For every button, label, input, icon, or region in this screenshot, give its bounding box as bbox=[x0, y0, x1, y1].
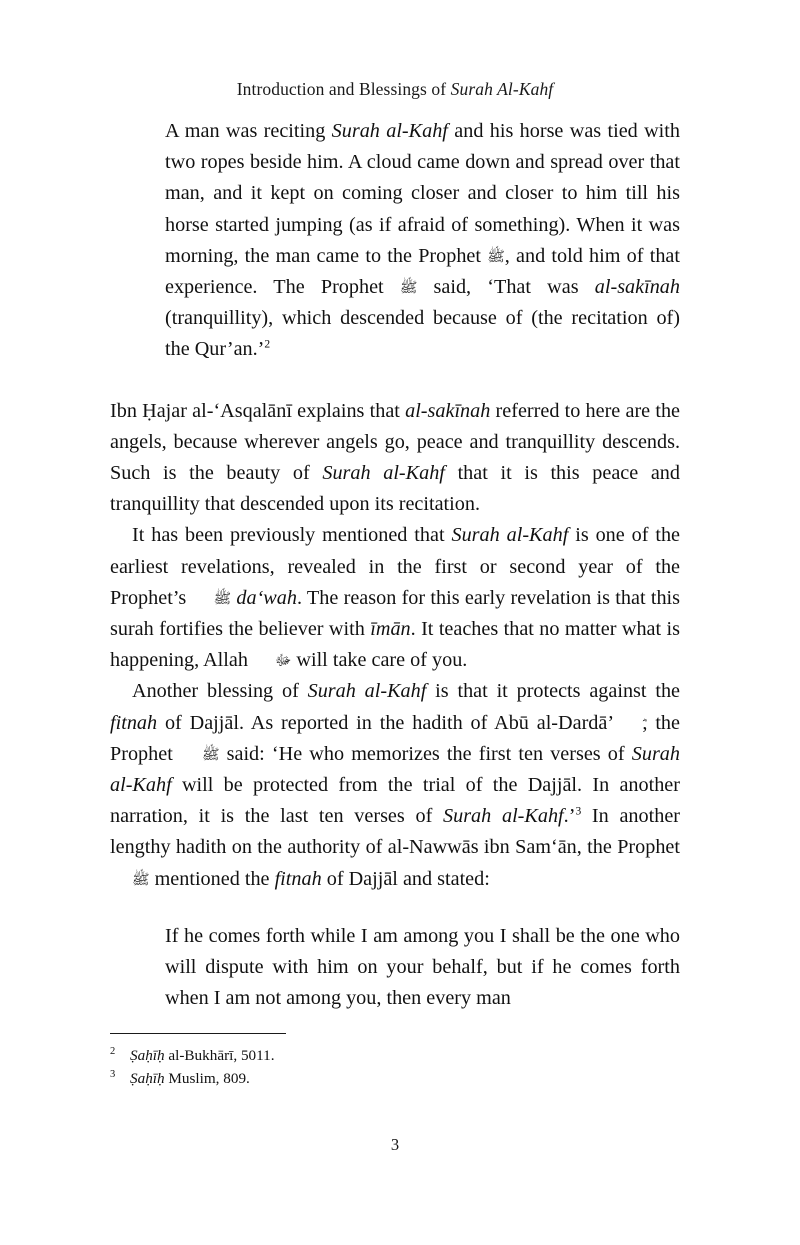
footnote-item bbox=[110, 1045, 680, 1068]
footnote-text bbox=[130, 1068, 680, 1091]
quote-run-5: (tranquillity), which descended because of (the recitation of) the Qur’an.’ bbox=[165, 307, 680, 361]
quote-run-1: A man was reciting bbox=[165, 120, 332, 142]
quote-run-4: said, ‘That was bbox=[417, 276, 595, 299]
body-paragraph-2: It has been previously mentioned that Surah al-Kahf is one of the earliest revelations, revealed in the first or second year of the Prophet’s ﷺ da‘wah. The reason for this early revelation is that this surah fortifies the believer with īmān. It teaches that no matter what is happening, Allah ﷻ will take care of you. bbox=[110, 524, 681, 672]
text-column bbox=[110, 116, 680, 1014]
italic-term: īmān bbox=[370, 618, 411, 641]
body-paragraph-3: Another blessing of Surah al-Kahf is that it protects against the fitnah of Dajjāl. As reported in the hadith of Abū al-Dardā’ , the Prophet ﷺ said: ‘He who memorizes the first ten verses of Surah al-Kahf will be protected from the trial of the Dajjāl. In another narration, it is the last ten verses of Surah al-Kahf.’$^3$ In another lengthy hadith on the authority of al-Nawwās ibn Sam‘ān, the Prophet ﷺ mentioned the fitnah of Dajjāl and stated: bbox=[110, 680, 681, 890]
footnote-number: 3 bbox=[110, 1068, 116, 1080]
body-paragraph-1 bbox=[110, 396, 680, 521]
block-quote-hadith-sakinah bbox=[165, 116, 680, 366]
text-run: of Dajjāl and stated: bbox=[321, 867, 490, 890]
italic-term: al-sakīnah bbox=[405, 399, 491, 422]
text-run: of Dajjāl. As reported in the hadith of Abū al-Dardā’ bbox=[157, 711, 621, 734]
text-run: is one of the earliest revelations, revealed in the first or second year of the Prophet’s bbox=[110, 524, 681, 609]
footnote-marker-3[interactable]: 3 bbox=[575, 805, 582, 818]
italic-term: fitnah bbox=[274, 867, 322, 890]
quote-run-3: , and told him of that experience. The Prophet bbox=[165, 244, 681, 299]
text-run: .’ bbox=[563, 805, 576, 828]
text-run: In another lengthy hadith on the authority of al-Nawwās ibn Sam‘ān, the Prophet bbox=[110, 805, 681, 859]
text-run: referred to here are the angels, because wherever angels go, peace and tranquillity descends. Such is the beauty of bbox=[110, 399, 680, 485]
text-run: , the Prophet bbox=[110, 711, 680, 765]
text-run: that it is this peace and tranquillity that descended upon its recitation. bbox=[110, 462, 680, 516]
text-run: It has been previously mentioned that bbox=[132, 524, 452, 547]
text-run: will take care of you. bbox=[291, 649, 468, 672]
footnote-source-rest: al-Bukhārī, 5011. bbox=[164, 1047, 275, 1064]
footnote-text bbox=[130, 1045, 680, 1068]
footnote-source-title: Ṣaḥīḥ bbox=[130, 1069, 165, 1087]
text-run: . It teaches that no matter what is happening, Allah bbox=[110, 618, 680, 672]
spacer bbox=[110, 895, 680, 921]
text-run: mentioned the bbox=[149, 867, 275, 890]
spacer bbox=[110, 366, 680, 396]
quote-surah-title-1: Surah al-Kahf bbox=[331, 120, 448, 142]
text-run: . The reason for this early revelation is that this surah fortifies the believer with bbox=[110, 586, 681, 641]
italic-term: Surah al-Kahf bbox=[307, 680, 427, 703]
running-head bbox=[110, 78, 680, 100]
quote-term-sakinah: al-sakīnah bbox=[594, 276, 680, 299]
footnote-source-rest: Muslim, 809. bbox=[164, 1069, 250, 1087]
footnote-separator-rule bbox=[110, 1033, 286, 1034]
footnotes-area bbox=[110, 1033, 680, 1090]
footnote-item bbox=[110, 1068, 680, 1091]
text-run: Another blessing of bbox=[132, 680, 308, 703]
italic-term: Surah al-Kahf bbox=[110, 742, 680, 797]
running-head-prefix: Introduction and Blessings of bbox=[236, 79, 451, 99]
quote-run-2: and his horse was tied with two ropes beside him. A cloud came down and spread over that man, and it kept on coming closer and closer to him till his horse started jumping (as if afraid of something). When it was morning, the man came to the Prophet bbox=[165, 120, 680, 267]
italic-term: da‘wah bbox=[236, 586, 297, 609]
footnote-number: 2 bbox=[110, 1046, 116, 1057]
block-quote-paragraph: If he comes forth while I am among you I shall be the one who will dispute with him on your behalf, but if he comes forth when I am not among you, then every man bbox=[165, 924, 680, 1010]
italic-term: Surah al-Kahf bbox=[322, 462, 445, 485]
text-run: is that it protects against the bbox=[426, 680, 681, 703]
italic-term: fitnah bbox=[110, 711, 158, 734]
text-run: Ibn Ḥajar al-‘Asqalānī explains that bbox=[110, 399, 406, 422]
block-quote-paragraph: A man was reciting Surah al-Kahf and his horse was tied with two ropes beside him. A cloud came down and spread over that man, and it kept on coming closer and closer to him till his horse started jumping (as if afraid of something). When it was morning, the man came to the Prophet ﷺ, and told him of that experience. The Prophet ﷺ said, ‘That was al-sakīnah (tranquillity), which descended because of (the recitation of) the Qur’an.’$^2$ bbox=[165, 120, 681, 361]
footnote-source-title: Ṣaḥīḥ bbox=[130, 1047, 165, 1064]
running-head-title: Surah Al-Kahf bbox=[450, 79, 554, 99]
block-quote-dajjal bbox=[165, 921, 680, 1015]
text-run: will be protected from the trial of the Dajjāl. In another narration, it is the last ten verses of bbox=[110, 774, 680, 828]
text-run: said: ‘He who memorizes the first ten verses of bbox=[219, 742, 632, 765]
italic-term: Surah al-Kahf bbox=[443, 805, 564, 828]
page-number: 3 bbox=[390, 1135, 400, 1154]
footnote-marker-2[interactable]: 2 bbox=[264, 338, 271, 351]
italic-term: Surah al-Kahf bbox=[451, 524, 569, 547]
